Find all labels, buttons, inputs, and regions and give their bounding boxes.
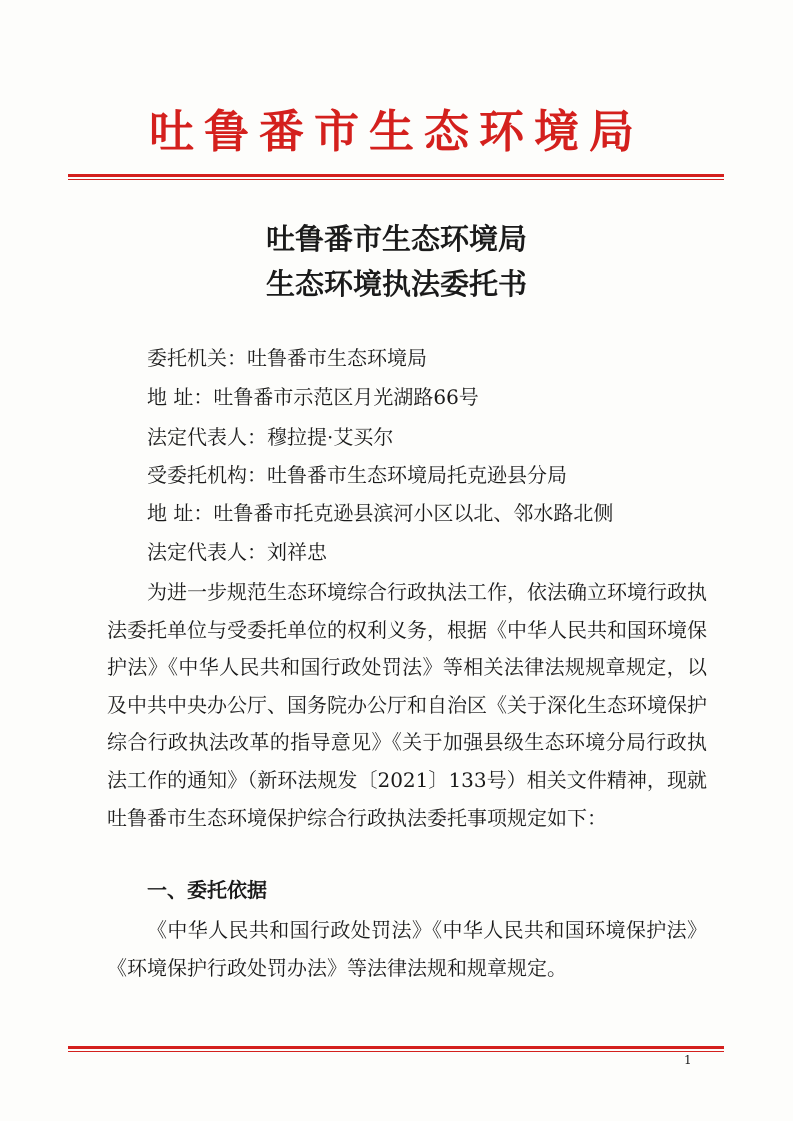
entrusted-org: 受委托机构：吐鲁番市生态环境局托克逊县分局 [147,463,567,487]
document-title-line2: 生态环境执法委托书 [265,267,527,301]
page-number: 1 [684,1053,692,1067]
entrusted-representative: 法定代表人：刘祥忠 [147,540,327,564]
document-title-line1: 吐鲁番市生态环境局 [265,222,527,256]
intro-paragraph: 为进一步规范生态环境综合行政执法工作，依法确立环境行政执法委托单位与受委托单位的权利义务，根据《中华人民共和国环境保护法》《中华人民共和国行政处罚法》等相关法律法规规章规定，以及中共中央办公厅、国务院办公厅和自治区《关于深化生态环境保护综合行政执法改革的指导意见》《关于加强县级生态环境分局行政执法工作的通知》（新环法规发〔2021〕133号）相关文件精神，现就吐鲁番市生态环境保护综合行政执法委托事项规定如下： [107,580,707,830]
section-body-basis: 《中华人民共和国行政处罚法》《中华人民共和国环境保护法》《环境保护行政处罚办法》等法律法规和规章规定。 [107,918,707,980]
masthead-title: 吐鲁番市生态环境局 [148,105,644,158]
masthead-rule-thin [68,179,724,180]
entrusted-address: 地 址：吐鲁番市托克逊县滨河小区以北、邻水路北侧 [147,501,614,525]
footer-rule-thick [68,1046,724,1049]
entrusting-address: 地 址：吐鲁番市示范区月光湖路66号 [147,385,479,409]
entrusting-org: 委托机关：吐鲁番市生态环境局 [147,346,427,370]
section-heading-basis: 一、委托依据 [147,878,267,902]
entrusting-representative: 法定代表人：穆拉提·艾买尔 [147,425,394,449]
masthead-rule-thick [68,174,724,177]
footer-rule-thin [68,1051,724,1052]
